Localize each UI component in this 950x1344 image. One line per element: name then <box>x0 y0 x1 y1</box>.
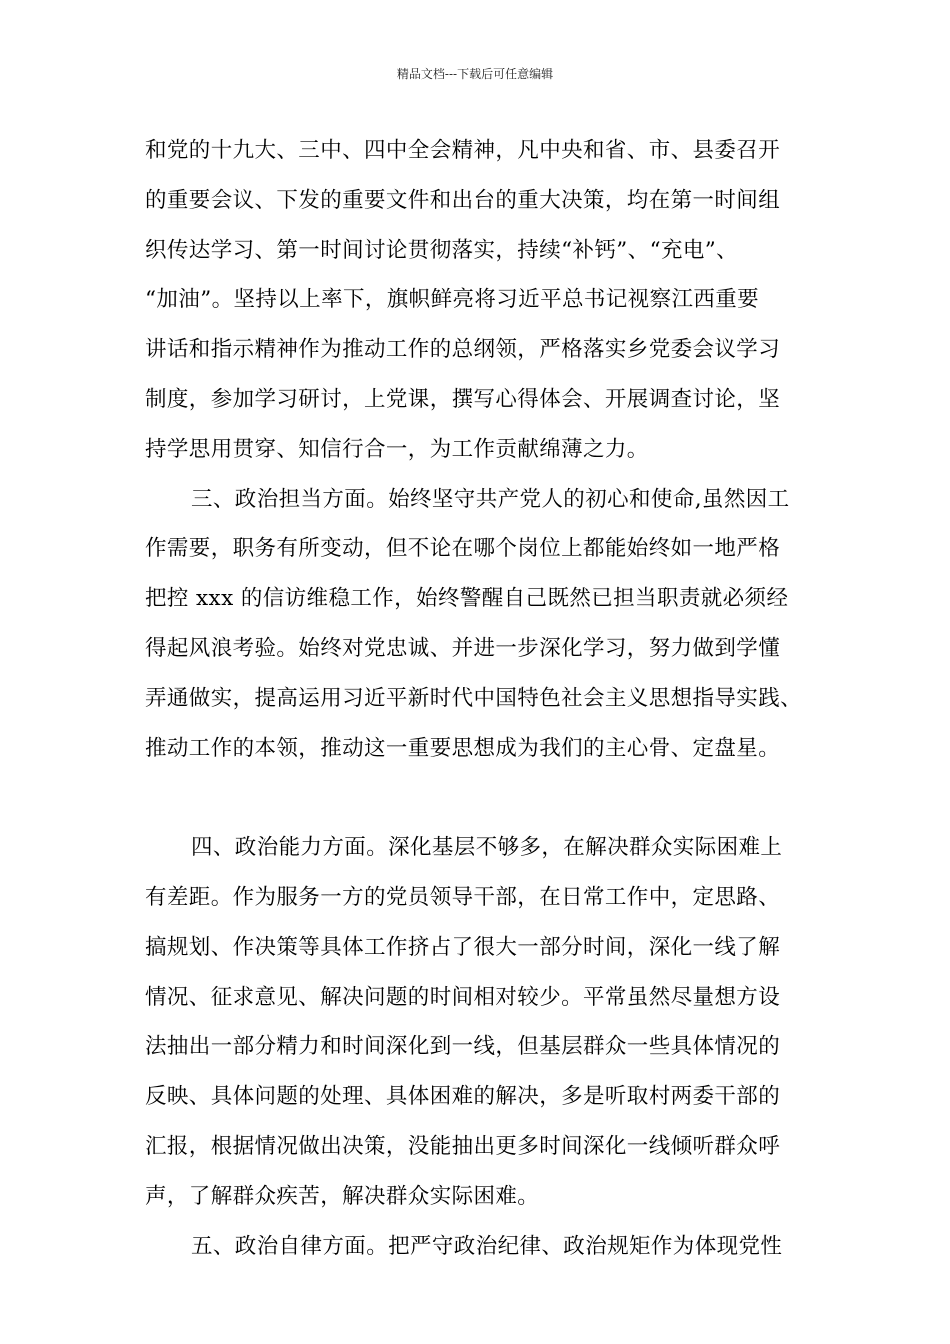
text-line: 三、政治担当方面。始终坚守共产党人的初心和使命,虽然因工 <box>191 486 790 512</box>
text-line: 和党的十九大、三中、四中全会精神，凡中央和省、市、县委召开 <box>145 138 781 163</box>
text-line: 制度，参加学习研讨，上党课，撰写心得体会、开展调查讨论，坚 <box>145 386 781 412</box>
text-line: 持学思用贯穿、知信行合一，为工作贡献绵薄之力。 <box>145 436 649 462</box>
text-line: 得起风浪考验。始终对党忠诚、并进一步深化学习，努力做到学懂 <box>145 635 781 661</box>
text-line: 的重要会议、下发的重要文件和出台的重大决策，均在第一时间组 <box>145 187 781 213</box>
text-line: 五、政治自律方面。把严守政治纪律、政治规矩作为体现党性 <box>191 1233 783 1259</box>
text-line: 把控 xxx 的信访维稳工作，始终警醒自己既然已担当职责就必须经 <box>145 586 789 612</box>
paragraph <box>145 475 825 824</box>
text-line: 汇报，根据情况做出决策，没能抽出更多时间深化一线倾听群众呼 <box>145 1133 781 1159</box>
paragraph <box>145 823 825 1221</box>
text-line: 有差距。作为服务一方的党员领导干部，在日常工作中，定思路、 <box>145 884 781 910</box>
document-body <box>145 126 825 1271</box>
text-line: 作需要，职务有所变动，但不论在哪个岗位上都能始终如一地严格 <box>145 536 781 562</box>
text-line <box>145 773 825 823</box>
text-line: 声，了解群众疾苦，解决群众实际困难。 <box>145 1183 540 1209</box>
page-header: 精品文档---下载后可任意编辑 <box>396 67 554 81</box>
text-line: 情况、征求意见、解决问题的时间相对较少。平常虽然尽量想方设 <box>145 984 781 1010</box>
text-line: 法抽出一部分精力和时间深化到一线，但基层群众一些具体情况的 <box>145 1034 781 1060</box>
text-line: “加油”。坚持以上率下，旗帜鲜亮将习近平总书记视察江西重要 <box>145 287 760 313</box>
paragraph <box>145 1222 825 1272</box>
text-line: 织传达学习、第一时间讨论贯彻落实，持续“补钙”、“充电”、 <box>145 237 739 263</box>
text-line: 四、政治能力方面。深化基层不够多，在解决群众实际困难上 <box>191 835 783 861</box>
text-line: 讲话和指示精神作为推动工作的总纲领，严格落实乡党委会议学习 <box>145 337 781 363</box>
text-line: 弄通做实，提高运用习近平新时代中国特色社会主义思想指导实践、 <box>145 685 803 711</box>
paragraph <box>145 126 825 475</box>
text-line: 推动工作的本领，推动这一重要思想成为我们的主心骨、定盘星。 <box>145 735 781 761</box>
text-line: 搞规划、作决策等具体工作挤占了很大一部分时间，深化一线了解 <box>145 934 781 960</box>
text-line: 反映、具体问题的处理、具体困难的解决，多是听取村两委干部的 <box>145 1084 781 1110</box>
